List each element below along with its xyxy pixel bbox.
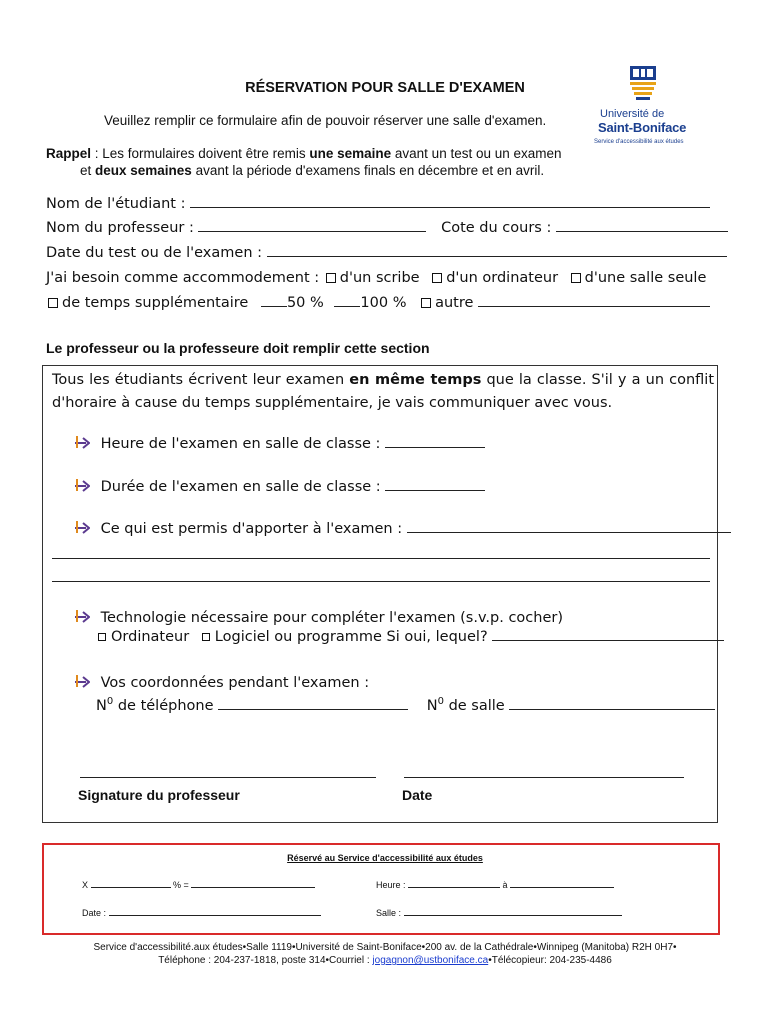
rappel-text: et (80, 163, 96, 178)
professor-name-row (46, 220, 728, 236)
reserved-room-field[interactable] (404, 914, 622, 916)
allowed-items-field[interactable] (407, 531, 731, 533)
allowed-items-label: Ce qui est permis d'apporter à l'examen : (100, 521, 403, 537)
tech-computer-label: Ordinateur (111, 629, 190, 645)
exam-date-field[interactable] (267, 255, 727, 257)
student-name-label: Nom de l'étudiant : (46, 196, 186, 212)
scribe-label: d'un scribe (339, 270, 420, 286)
accommodation-row (46, 270, 706, 286)
bullet-arrow-icon (74, 478, 90, 492)
rappel-label: Rappel (46, 146, 92, 161)
footer-line2 (0, 955, 770, 966)
extra-time-row (46, 295, 710, 311)
phone-label: de téléphone (117, 697, 214, 714)
tech-computer-checkbox[interactable] (98, 633, 106, 641)
date-label: Date (402, 787, 433, 803)
pct-label: % = (173, 880, 189, 890)
tech-software-field[interactable] (492, 639, 724, 641)
rappel-note (46, 145, 586, 179)
phone-field[interactable] (218, 708, 408, 710)
accommodation-label: J'ai besoin comme accommodement : (46, 270, 320, 286)
reserved-x-row (82, 880, 315, 890)
intro-text: que la classe. S'il y a un conflit d'horaire à cause du temps supplémentaire, je vais communiquer avec vous. (52, 372, 714, 411)
allowed-items-row (74, 520, 731, 537)
x-label: X (82, 880, 89, 890)
technology-row (74, 609, 563, 626)
professor-section-title: Le professeur ou la professeure doit remplir cette section (46, 340, 430, 356)
pct50-field[interactable] (261, 305, 287, 307)
form-title: RÉSERVATION POUR SALLE D'EXAMEN (245, 80, 525, 96)
logo-line1: Université de (600, 108, 665, 120)
reserved-date-label: Date : (82, 908, 107, 918)
logo-line2: Saint-Boniface (598, 120, 687, 135)
reserved-title: Réservé au Service d'accessibilité aux études (287, 853, 483, 863)
other-label: autre (435, 295, 474, 311)
reserved-room-row (376, 908, 622, 918)
rappel-text: : Les formulaires doivent être remis (91, 146, 310, 161)
professor-name-field[interactable] (198, 230, 426, 232)
tech-software-label: Logiciel ou programme Si oui, lequel? (214, 629, 488, 645)
extra-time-label: de temps supplémentaire (62, 295, 249, 311)
number-sup: 0 (106, 696, 114, 707)
room-alone-label: d'une salle seule (584, 270, 707, 286)
number-sup: 0 (437, 696, 444, 707)
signature-line[interactable] (80, 777, 376, 778)
computer-label: d'un ordinateur (446, 270, 559, 286)
exam-time-field[interactable] (385, 446, 485, 448)
footer-line1: Service d'accessibilité.aux études•Salle 1119•Université de Saint-Boniface•200 av. de la Cathédrale•Winnipeg (Manitoba) R2H 0H7• (93, 942, 677, 953)
pct100-field[interactable] (334, 305, 360, 307)
reserved-time-row (376, 880, 614, 890)
rappel-emph-weeks: deux semaines (95, 163, 192, 178)
contact-row (74, 674, 369, 691)
reserved-date-field[interactable] (109, 914, 321, 916)
exam-duration-label: Durée de l'examen en salle de classe : (100, 479, 381, 495)
other-checkbox[interactable] (421, 298, 431, 308)
computer-checkbox[interactable] (432, 273, 442, 283)
professor-name-label: Nom du professeur : (46, 220, 194, 236)
extra-time-checkbox[interactable] (48, 298, 58, 308)
exam-date-label: Date du test ou de l'examen : (46, 245, 263, 261)
rappel-text: avant un test ou un examen (391, 146, 562, 161)
exam-date-row (46, 245, 727, 261)
bullet-arrow-icon (74, 435, 90, 449)
room-label: de salle (448, 697, 505, 714)
bullet-arrow-icon (74, 674, 90, 688)
reserved-room-label: Salle : (376, 908, 402, 918)
to-label: à (502, 880, 508, 890)
contact-label: Vos coordonnées pendant l'examen : (100, 675, 370, 691)
room-field[interactable] (509, 708, 715, 710)
exam-duration-row (74, 478, 485, 495)
student-name-row (46, 196, 710, 212)
tech-software-checkbox[interactable] (202, 633, 210, 641)
signature-label: Signature du professeur (78, 787, 240, 803)
other-field[interactable] (478, 305, 710, 307)
student-name-field[interactable] (190, 206, 710, 208)
allowed-items-line-3[interactable] (52, 581, 710, 582)
form-subtitle: Veuillez remplir ce formulaire afin de pouvoir réserver une salle d'examen. (104, 113, 547, 128)
scribe-checkbox[interactable] (326, 273, 336, 283)
professor-section-box (42, 365, 718, 823)
exam-time-label: Heure de l'examen en salle de classe : (100, 436, 381, 452)
pct-field[interactable] (191, 886, 315, 888)
room-alone-checkbox[interactable] (571, 273, 581, 283)
pct50-label: 50 % (286, 295, 324, 311)
footer-phone: Téléphone : 204-237-1818, poste 314•Courriel : (158, 955, 373, 966)
time-from-field[interactable] (408, 886, 500, 888)
allowed-items-line-2[interactable] (52, 558, 710, 559)
university-logo (594, 64, 704, 154)
number-prefix: N (96, 697, 107, 714)
course-code-label: Cote du cours : (441, 220, 552, 236)
intro-emph: en même temps (349, 372, 482, 388)
bullet-arrow-icon (74, 520, 90, 534)
technology-options-row (96, 629, 724, 645)
x-field[interactable] (91, 886, 171, 888)
number-prefix: N (426, 697, 438, 714)
exam-duration-field[interactable] (385, 489, 485, 491)
pct100-label: 100 % (360, 295, 407, 311)
phone-room-row (96, 696, 715, 714)
course-code-field[interactable] (556, 230, 728, 232)
bullet-arrow-icon (74, 609, 90, 623)
footer-email-link[interactable]: jogagnon@ustboniface.ca (372, 955, 489, 966)
technology-label: Technologie nécessaire pour compléter l'examen (s.v.p. cocher) (100, 610, 563, 626)
footer-fax: •Télécopieur: 204-235-4486 (488, 955, 612, 966)
intro-text: Tous les étudiants écrivent leur examen (52, 372, 350, 388)
professor-intro (52, 369, 714, 415)
time-to-field[interactable] (510, 886, 614, 888)
logo-mark-icon (628, 64, 658, 104)
exam-time-row (74, 435, 485, 452)
time-label: Heure : (376, 880, 406, 890)
rappel-emph-week: une semaine (309, 146, 392, 161)
date-line[interactable] (404, 777, 684, 778)
reserved-date-row (82, 908, 321, 918)
rappel-text: avant la période d'examens finals en décembre et en avril. (191, 163, 545, 178)
logo-line3: Service d'accessibilité aux études (594, 139, 684, 145)
